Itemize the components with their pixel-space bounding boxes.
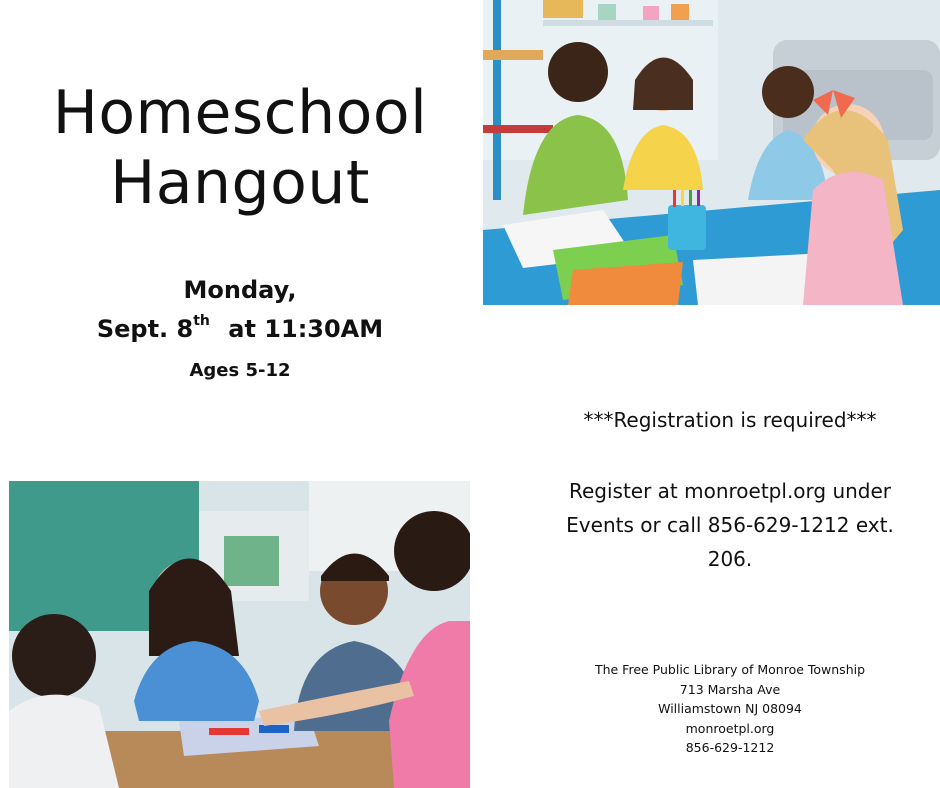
- library-phone: 856-629-1212: [685, 740, 775, 755]
- library-info: [560, 660, 900, 758]
- title-line-1: Homeschool: [52, 78, 428, 148]
- library-street: 713 Marsha Ave: [679, 681, 781, 697]
- library-website: monroetpl.org: [685, 720, 775, 736]
- event-day: Monday,: [183, 276, 297, 304]
- event-title: [30, 78, 450, 218]
- event-ages: Ages 5-12: [189, 360, 291, 381]
- registration-instructions: Register at monroetpl.org under Events or call 856-629-1212 ext. 206.: [566, 479, 894, 571]
- library-city: Williamstown NJ 08094: [658, 701, 802, 716]
- registration-required-notice: ***Registration is required***: [583, 408, 877, 432]
- event-date-time: [90, 315, 390, 343]
- event-time: at 11:30AM: [228, 315, 384, 343]
- library-name: The Free Public Library of Monroe Township: [594, 662, 866, 677]
- photo-kids-drawing: [483, 0, 940, 305]
- event-date: Sept. 8: [96, 315, 194, 343]
- event-date-suffix: th: [193, 313, 210, 329]
- photo-kids-circuit-kit: [9, 481, 470, 788]
- title-line-2: Hangout: [110, 148, 370, 218]
